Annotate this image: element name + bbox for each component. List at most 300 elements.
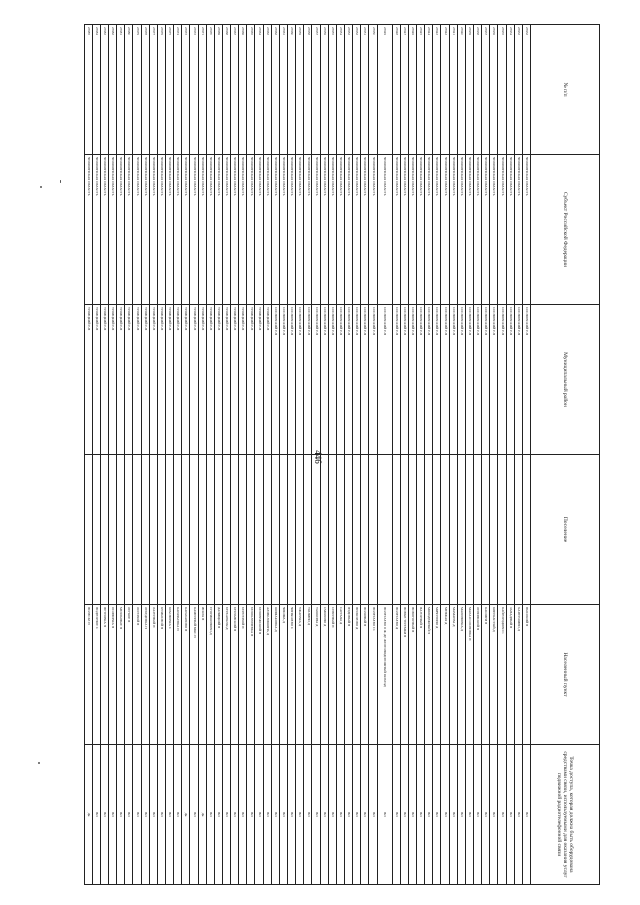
table-body [84, 25, 530, 885]
cell-locality: ПЕТРОВКА П [100, 605, 108, 745]
cell-locality: АЛИМ ЛИШИНА Д [263, 605, 271, 745]
cell-settlement [336, 455, 344, 605]
cell-settlement [474, 455, 482, 605]
cell-subject: ЧЕЛЯБИНСКАЯ ОБЛАСТЬ [157, 155, 165, 305]
cell-locality: ПОЛЕТАЕВО Д [392, 605, 400, 745]
cell-access: Нет [304, 745, 312, 885]
header-municipality: Муниципальный район [531, 305, 600, 455]
cell-locality: КРАСНОВКА С [165, 605, 173, 745]
cell-settlement [271, 455, 279, 605]
cell-num: 23955 [328, 25, 336, 155]
cell-access: Нет [279, 745, 287, 885]
cell-municipality: СОСНОВСКИЙ Р-Н [369, 305, 377, 455]
cell-settlement [125, 455, 133, 605]
cell-municipality: СОСНОВСКИЙ Р-Н [320, 305, 328, 455]
cell-settlement [165, 455, 173, 605]
cell-num: 23974 [174, 25, 182, 155]
table-row [457, 25, 465, 885]
cell-municipality: СОСНОВСКИЙ Р-Н [304, 305, 312, 455]
cell-locality: МАЛИНОВКА Д [457, 605, 465, 745]
cell-access: Нет [457, 745, 465, 885]
cell-municipality: ТРОИЦКИЙ Р-Н [141, 305, 149, 455]
cell-municipality: ТРОИЦКИЙ Р-Н [133, 305, 141, 455]
cell-locality: ОСИПОВКА П [108, 605, 116, 745]
cell-subject: ЧЕЛЯБИНСКАЯ ОБЛАСТЬ [465, 155, 473, 305]
cell-settlement [361, 455, 369, 605]
cell-settlement [441, 455, 449, 605]
cell-locality: ХАРЛУШИНО Д [514, 605, 522, 745]
header-access-point: Точка доступа, которая должна быть оборудована средствами связи, используемыми для оказания услуг подвижной радиотелефонной связи [531, 745, 600, 885]
localities-table [84, 24, 600, 885]
cell-municipality: ТРОИЦКИЙ Р-Н [206, 305, 214, 455]
cell-settlement [457, 455, 465, 605]
cell-settlement [425, 455, 433, 605]
table-row [345, 25, 353, 885]
cell-subject: ЧЕЛЯБИНСКАЯ ОБЛАСТЬ [125, 155, 133, 305]
cell-settlement [263, 455, 271, 605]
cell-access: Нет [125, 745, 133, 885]
cell-municipality: ТРОИЦКИЙ Р-Н [231, 305, 239, 455]
cell-access: Нет [263, 745, 271, 885]
cell-locality: ЛАЗУРНЫЙ П [149, 605, 157, 745]
cell-subject: ЧЕЛЯБИНСКАЯ ОБЛАСТЬ [400, 155, 408, 305]
cell-municipality: СОСНОВСКИЙ Р-Н [296, 305, 304, 455]
cell-locality: ЛЕНИНСКИЙ П [474, 605, 482, 745]
cell-settlement [108, 455, 116, 605]
cell-municipality: ТРОИЦКИЙ Р-Н [117, 305, 125, 455]
table-row [271, 25, 279, 885]
cell-num: 23977 [149, 25, 157, 155]
cell-municipality: СОСНОВСКИЙ Р-Н [433, 305, 441, 455]
cell-access: Нет [336, 745, 344, 885]
cell-subject: ЧЕЛЯБИНСКАЯ ОБЛАСТЬ [108, 155, 116, 305]
cell-municipality: СОСНОВСКИЙ Р-Н [408, 305, 416, 455]
cell-municipality: СОСНОВСКИЙ Р-Н [353, 305, 361, 455]
cell-access: Нет [206, 745, 214, 885]
cell-settlement [117, 455, 125, 605]
cell-access: Нет [296, 745, 304, 885]
cell-locality: БУРЛАНСКИЙ П [231, 605, 239, 745]
cell-settlement [214, 455, 222, 605]
table-row [506, 25, 514, 885]
cell-municipality: ТРОИЦКИЙ Р-Н [255, 305, 263, 455]
cell-num: 23976 [157, 25, 165, 155]
cell-subject: ЧЕЛЯБИНСКАЯ ОБЛАСТЬ [514, 155, 522, 305]
cell-settlement [222, 455, 230, 605]
table-row [465, 25, 473, 885]
table-row [84, 25, 92, 885]
cell-access: Нет [149, 745, 157, 885]
cell-access: Да [198, 745, 206, 885]
cell-locality: МЕЛЛЫНЫЕ П [117, 605, 125, 745]
cell-municipality: СОСНОВСКИЙ Р-Н [465, 305, 473, 455]
cell-num: 23945 [417, 25, 425, 155]
cell-municipality: СОСНОВСКИЙ Р-Н [498, 305, 506, 455]
table-row [336, 25, 344, 885]
table-row [482, 25, 490, 885]
cell-subject: ЧЕЛЯБИНСКАЯ ОБЛАСТЬ [353, 155, 361, 305]
cell-municipality: СОСНОВСКИЙ Р-Н [449, 305, 457, 455]
cell-access: Нет [117, 745, 125, 885]
cell-settlement [174, 455, 182, 605]
cell-subject: ЧЕЛЯБИНСКАЯ ОБЛАСТЬ [198, 155, 206, 305]
cell-locality: ИСКРА П [198, 605, 206, 745]
cell-settlement [157, 455, 165, 605]
cell-municipality: СОСНОВСКИЙ Р-Н [457, 305, 465, 455]
cell-settlement [279, 455, 287, 605]
cell-subject: ЧЕЛЯБИНСКАЯ ОБЛАСТЬ [408, 155, 416, 305]
cell-access: Нет [369, 745, 377, 885]
cell-num: 23940 [457, 25, 465, 155]
cell-num: 23972 [190, 25, 198, 155]
cell-settlement [490, 455, 498, 605]
cell-access: Нет [190, 745, 198, 885]
scan-speck [60, 180, 61, 183]
table-row [474, 25, 482, 885]
cell-num: 23982 [108, 25, 116, 155]
cell-access: Нет [320, 745, 328, 885]
cell-num: 23983 [100, 25, 108, 155]
table-row [353, 25, 361, 885]
table-row [100, 25, 108, 885]
cell-municipality: ТРОИЦКИЙ Р-Н [247, 305, 255, 455]
cell-num: 23978 [141, 25, 149, 155]
cell-num: 23963 [263, 25, 271, 155]
cell-num: 23979 [133, 25, 141, 155]
cell-municipality: СОСНОВСКИЙ Р-Н [522, 305, 530, 455]
cell-municipality: СОСНОВСКИЙ Р-Н [279, 305, 287, 455]
table-row [165, 25, 173, 885]
cell-settlement [408, 455, 416, 605]
cell-settlement [133, 455, 141, 605]
cell-municipality: СОСНОВСКИЙ Р-Н [417, 305, 425, 455]
cell-locality: ЛОГОВОЙ П [133, 605, 141, 745]
cell-municipality: СОСНОВСКИЙ Р-Н [336, 305, 344, 455]
cell-subject: ЧЕЛЯБИНСКАЯ ОБЛАСТЬ [133, 155, 141, 305]
scan-speck [38, 762, 40, 764]
cell-num: 23951 [361, 25, 369, 155]
cell-subject: ЧЕЛЯБИНСКАЯ ОБЛАСТЬ [239, 155, 247, 305]
cell-settlement [304, 455, 312, 605]
cell-access: Нет [108, 745, 116, 885]
cell-subject: ЧЕЛЯБИНСКАЯ ОБЛАСТЬ [271, 155, 279, 305]
cell-locality: ЛЕБЕДЕВКА П [141, 605, 149, 745]
cell-subject: ЧЕЛЯБИНСКАЯ ОБЛАСТЬ [506, 155, 514, 305]
cell-num: 23934 [506, 25, 514, 155]
cell-num: 23961 [279, 25, 287, 155]
cell-subject: ЧЕЛЯБИНСКАЯ ОБЛАСТЬ [100, 155, 108, 305]
table-row [174, 25, 182, 885]
cell-num: 23935 [498, 25, 506, 155]
cell-settlement [100, 455, 108, 605]
cell-municipality: ТРОИЦКИЙ Р-Н [149, 305, 157, 455]
cell-locality: ЛЕГКОЕ П [125, 605, 133, 745]
cell-locality: КАШИРИ П [482, 605, 490, 745]
cell-num: 23937 [482, 25, 490, 155]
cell-settlement [328, 455, 336, 605]
cell-locality: НОВОГОРНЫЙ П [408, 605, 416, 745]
cell-subject: ЧЕЛЯБИНСКАЯ ОБЛАСТЬ [206, 155, 214, 305]
cell-locality: МИЧУРИНО Д [433, 605, 441, 745]
cell-subject: ЧЕЛЯБИНСКАЯ ОБЛАСТЬ [141, 155, 149, 305]
rotated-table-container [86, 24, 600, 884]
table-row [441, 25, 449, 885]
table-row [231, 25, 239, 885]
cell-access: Нет [361, 745, 369, 885]
table-row [433, 25, 441, 885]
table-header-row [531, 25, 600, 885]
cell-locality: САРГАЗЫ Д [336, 605, 344, 745]
cell-settlement [92, 455, 100, 605]
cell-access: Нет [255, 745, 263, 885]
cell-num: 23964 [255, 25, 263, 155]
cell-settlement [84, 455, 92, 605]
table-row [369, 25, 377, 885]
cell-subject: ЧЕЛЯБИНСКАЯ ОБЛАСТЬ [222, 155, 230, 305]
cell-subject: ЧЕЛЯБИНСКАЯ ОБЛАСТЬ [449, 155, 457, 305]
cell-settlement [247, 455, 255, 605]
table-row [449, 25, 457, 885]
table-row [206, 25, 214, 885]
cell-num: 23984 [92, 25, 100, 155]
cell-subject: ЧЕЛЯБИНСКАЯ ОБЛАСТЬ [231, 155, 239, 305]
cell-subject: ЧЕЛЯБИНСКАЯ ОБЛАСТЬ [84, 155, 92, 305]
cell-locality: БУРХАНЯЛЫ Д [222, 605, 230, 745]
cell-locality: КАЙГОРОДОВО С [498, 605, 506, 745]
table-row [288, 25, 296, 885]
cell-access: Нет [522, 745, 530, 885]
cell-municipality: ТРОИЦКИЙ Р-Н [165, 305, 173, 455]
cell-subject: ЧЕЛЯБИНСКАЯ ОБЛАСТЬ [320, 155, 328, 305]
cell-locality: ПОЛЕТАЕВО I С [369, 605, 377, 745]
cell-access: Нет [133, 745, 141, 885]
cell-access: Нет [400, 745, 408, 885]
cell-locality: ВЫСОКИЙ П [522, 605, 530, 745]
cell-num: 23942 [441, 25, 449, 155]
cell-access: Нет [312, 745, 320, 885]
cell-num: 23943 [433, 25, 441, 155]
cell-num: 23980 [125, 25, 133, 155]
table-row [125, 25, 133, 885]
cell-subject: ЧЕЛЯБИНСКАЯ ОБЛАСТЬ [345, 155, 353, 305]
scan-speck [40, 186, 42, 188]
cell-settlement [320, 455, 328, 605]
cell-municipality: ТРОИЦКИЙ Р-Н [125, 305, 133, 455]
cell-num: 23966 [239, 25, 247, 155]
cell-municipality: СОСНОВСКИЙ Р-Н [400, 305, 408, 455]
cell-access: Нет [328, 745, 336, 885]
cell-municipality: СОСНОВСКИЙ Р-Н [288, 305, 296, 455]
cell-access: Нет [482, 745, 490, 885]
cell-municipality: ТРОИЦКИЙ Р-Н [222, 305, 230, 455]
cell-num: 23946 [408, 25, 416, 155]
cell-locality: БЕЛОВЕЖСКИЙ П [255, 605, 263, 745]
cell-subject: ЧЕЛЯБИНСКАЯ ОБЛАСТЬ [377, 155, 392, 305]
cell-access: Нет [498, 745, 506, 885]
cell-subject: ЧЕЛЯБИНСКАЯ ОБЛАСТЬ [433, 155, 441, 305]
cell-municipality: ТРОИЦКИЙ Р-Н [190, 305, 198, 455]
cell-access: Нет [433, 745, 441, 885]
table-row [255, 25, 263, 885]
table-row [425, 25, 433, 885]
cell-num: 23939 [465, 25, 473, 155]
table-row [408, 25, 416, 885]
cell-subject: ЧЕЛЯБИНСКАЯ ОБЛАСТЬ [304, 155, 312, 305]
cell-access: Нет [239, 745, 247, 885]
cell-settlement [433, 455, 441, 605]
cell-locality: КАМЕННЫЙ МЫС П [190, 605, 198, 745]
cell-municipality: СОСНОВСКИЙ Р-Н [425, 305, 433, 455]
cell-num: 23949 [377, 25, 392, 155]
cell-access: Нет [392, 745, 400, 885]
cell-settlement [400, 455, 408, 605]
table-row [214, 25, 222, 885]
cell-municipality: ТРОИЦКИЙ Р-Н [174, 305, 182, 455]
cell-settlement [449, 455, 457, 605]
cell-num: 23958 [304, 25, 312, 155]
cell-access: Нет [353, 745, 361, 885]
cell-settlement [198, 455, 206, 605]
cell-num: 23971 [198, 25, 206, 155]
cell-settlement [190, 455, 198, 605]
cell-subject: ЧЕЛЯБИНСКАЯ ОБЛАСТЬ [482, 155, 490, 305]
cell-access: Нет [425, 745, 433, 885]
cell-subject: ЧЕЛЯБИНСКАЯ ОБЛАСТЬ [392, 155, 400, 305]
cell-access: Нет [449, 745, 457, 885]
cell-settlement [206, 455, 214, 605]
cell-settlement [465, 455, 473, 605]
cell-access: Нет [271, 745, 279, 885]
cell-municipality: СОСНОВСКИЙ Р-Н [474, 305, 482, 455]
cell-municipality: ТРОИЦКИЙ Р-Н [239, 305, 247, 455]
table-row [133, 25, 141, 885]
table-row [312, 25, 320, 885]
cell-locality: ЗАПАДНЫЙ П [506, 605, 514, 745]
cell-subject: ЧЕЛЯБИНСКАЯ ОБЛАСТЬ [288, 155, 296, 305]
cell-settlement [417, 455, 425, 605]
cell-num: 23959 [296, 25, 304, 155]
table-region [86, 24, 600, 884]
cell-municipality: СОСНОВСКИЙ Р-Н [441, 305, 449, 455]
table-row [377, 25, 392, 885]
table-row [296, 25, 304, 885]
cell-subject: ЧЕЛЯБИНСКАЯ ОБЛАСТЬ [247, 155, 255, 305]
cell-num: 23970 [206, 25, 214, 155]
cell-subject: ЧЕЛЯБИНСКАЯ ОБЛАСТЬ [490, 155, 498, 305]
cell-municipality: ТРОИЦКИЙ Р-Н [263, 305, 271, 455]
cell-settlement [506, 455, 514, 605]
cell-locality: БЕРЕГОВОЙ П [239, 605, 247, 745]
cell-settlement [353, 455, 361, 605]
table-row [328, 25, 336, 885]
cell-settlement [231, 455, 239, 605]
cell-subject: ЧЕЛЯБИНСКАЯ ОБЛАСТЬ [255, 155, 263, 305]
cell-locality: ШИМАКОВКА Д [271, 605, 279, 745]
cell-subject: ЧЕЛЯБИНСКАЯ ОБЛАСТЬ [312, 155, 320, 305]
table-row [400, 25, 408, 885]
cell-locality: УЖАЕВКА Д [296, 605, 304, 745]
cell-num: 23960 [288, 25, 296, 155]
cell-num: 23956 [320, 25, 328, 155]
cell-subject: ЧЕЛЯБИНСКАЯ ОБЛАСТЬ [417, 155, 425, 305]
cell-settlement [312, 455, 320, 605]
cell-num: 23965 [247, 25, 255, 155]
cell-access: Да [84, 745, 92, 885]
cell-access: Нет [408, 745, 416, 885]
cell-locality: МЕНЖАЯ Д [441, 605, 449, 745]
table-row [239, 25, 247, 885]
cell-locality: ПУДОВЫЙ П [345, 605, 353, 745]
cell-municipality: СОСНОВСКИЙ Р-Н [328, 305, 336, 455]
cell-num: 23938 [474, 25, 482, 155]
cell-settlement [149, 455, 157, 605]
cell-num: 23969 [214, 25, 222, 155]
cell-settlement [514, 455, 522, 605]
cell-access: Нет [141, 745, 149, 885]
cell-num: 23948 [392, 25, 400, 155]
cell-locality: СЕВЕРНЫЙ П [328, 605, 336, 745]
cell-locality: ПОЛЕСЬЕ П [84, 605, 92, 745]
table-row [498, 25, 506, 885]
table-row [92, 25, 100, 885]
table-row [522, 25, 530, 885]
header-subject: Субъект Российской Федерации [531, 155, 600, 305]
cell-municipality: СОСНОВСКИЙ Р-Н [361, 305, 369, 455]
table-row [190, 25, 198, 885]
cell-num: 23957 [312, 25, 320, 155]
cell-access: Нет [417, 745, 425, 885]
cell-locality: ПОЛЯНЫЙ П [361, 605, 369, 745]
page-number: 446 [312, 450, 323, 464]
cell-municipality: СОСНОВСКИЙ Р-Н [392, 305, 400, 455]
cell-access: Нет [377, 745, 392, 885]
cell-subject: ЧЕЛЯБИНСКАЯ ОБЛАСТЬ [165, 155, 173, 305]
cell-num: 23947 [400, 25, 408, 155]
table-row [108, 25, 116, 885]
cell-access: Нет [288, 745, 296, 885]
cell-settlement [255, 455, 263, 605]
table-row [392, 25, 400, 885]
cell-subject: ЧЕЛЯБИНСКАЯ ОБЛАСТЬ [149, 155, 157, 305]
table-row [320, 25, 328, 885]
cell-municipality: СОСНОВСКИЙ Р-Н [506, 305, 514, 455]
cell-access: Нет [247, 745, 255, 885]
table-row [490, 25, 498, 885]
table-row [304, 25, 312, 885]
cell-settlement [296, 455, 304, 605]
cell-subject: ЧЕЛЯБИНСКАЯ ОБЛАСТЬ [117, 155, 125, 305]
cell-municipality: СОСНОВСКИЙ Р-Н [482, 305, 490, 455]
cell-subject: ЧЕЛЯБИНСКАЯ ОБЛАСТЬ [328, 155, 336, 305]
cell-locality: ЕГОРИШИНОВО Д [206, 605, 214, 745]
cell-municipality: СОСНОВСКИЙ Р-Н [490, 305, 498, 455]
cell-subject: ЧЕЛЯБИНСКАЯ ОБЛАСТЬ [474, 155, 482, 305]
cell-locality: МАЛАЯ СОСНОВКА П [465, 605, 473, 745]
cell-locality: ТРАНИНО Д [304, 605, 312, 745]
cell-access: Нет [100, 745, 108, 885]
cell-municipality: ТРОИЦКИЙ Р-Н [198, 305, 206, 455]
cell-municipality: ТРОИЦКИЙ Р-Н [100, 305, 108, 455]
cell-access: Нет [222, 745, 230, 885]
cell-municipality: СОСНОВСКИЙ Р-Н [312, 305, 320, 455]
cell-locality: ПОДГОРНОЕ С [92, 605, 100, 745]
cell-num: 23933 [514, 25, 522, 155]
cell-locality: ЧИПЫШЕВО С [288, 605, 296, 745]
cell-subject: ЧЕЛЯБИНСКАЯ ОБЛАСТЬ [441, 155, 449, 305]
cell-num: 23952 [353, 25, 361, 155]
cell-access: Нет [490, 745, 498, 885]
cell-access: Нет [157, 745, 165, 885]
